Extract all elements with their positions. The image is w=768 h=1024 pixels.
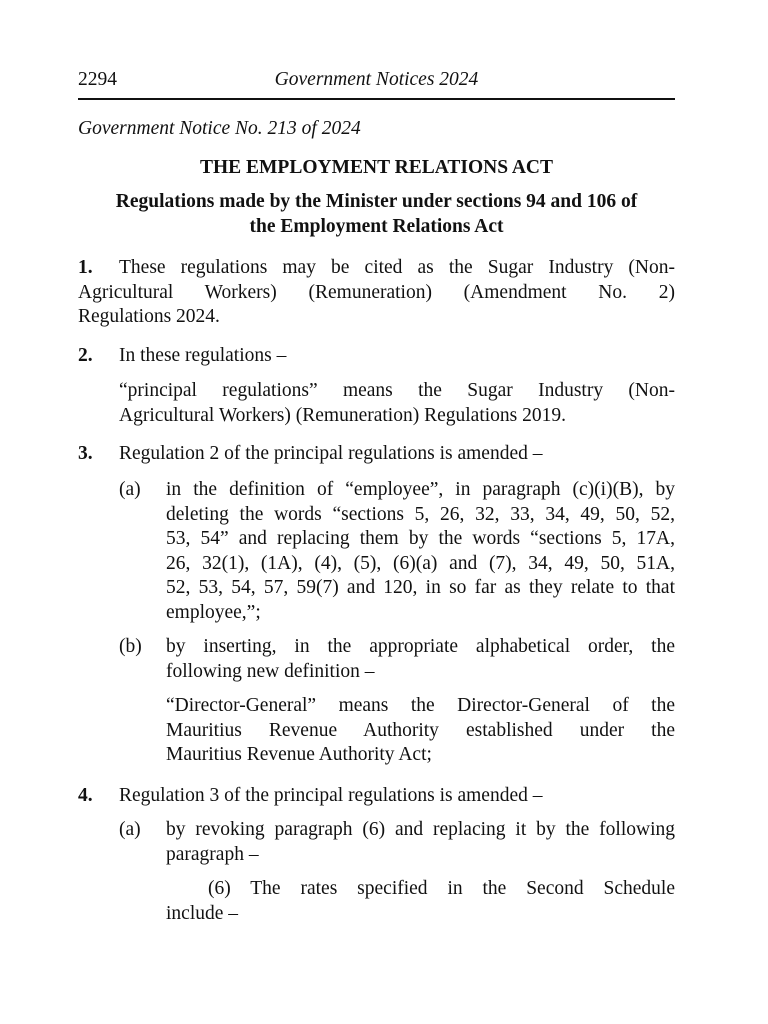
paragraph-line: employee,”; [166, 601, 261, 623]
paragraph-b [166, 635, 675, 684]
paragraph-line: by revoking paragraph (6) and replacing it by the following [166, 819, 675, 840]
definition-line: Mauritius Revenue Authority Act; [166, 744, 432, 765]
section-line: Agricultural Workers) (Remuneration) (Amendment No. 2) [78, 281, 675, 303]
notice-number: Government Notice No. 213 of 2024 [78, 118, 361, 139]
section-text: In these regulations – [119, 345, 287, 366]
section-text: Regulation 2 of the principal regulations is amended – [119, 443, 543, 464]
section-number: 2. [78, 345, 93, 366]
running-title: Government Notices 2024 [274, 69, 479, 90]
paragraph-line: in the definition of “employee”, in paragraph (c)(i)(B), by [166, 479, 675, 500]
definition-line: Agricultural Workers) (Remuneration) Regulations 2019. [119, 404, 567, 426]
definition-line: “principal regulations” means the Sugar Industry (Non- [119, 380, 675, 401]
act-title: THE EMPLOYMENT RELATIONS ACT [199, 157, 554, 178]
regulations-subtitle [78, 190, 675, 239]
paragraph-line: by inserting, in the appropriate alphabetical order, the [166, 636, 675, 657]
paragraph-a [166, 818, 675, 867]
sub-paragraph [166, 877, 675, 926]
paragraph-line: 52, 53, 54, 57, 59(7) and 120, in so far as they relate to that [166, 577, 675, 598]
sub-paragraph-line: (6) The rates specified in the Second Schedule [208, 878, 675, 899]
definition [119, 379, 675, 428]
section-number: 4. [78, 785, 93, 806]
section-text: Regulation 3 of the principal regulations is amended – [119, 785, 543, 806]
section-number: 1. [78, 257, 93, 278]
definition [166, 694, 675, 768]
section-line: Regulations 2024. [78, 306, 220, 327]
paragraph-line: 26, 32(1), (1A), (4), (5), (6)(a) and (7), 34, 49, 50, 51A, [166, 552, 675, 574]
paragraph-line: 53, 54” and replacing them by the words “sections 5, 17A, [166, 528, 675, 549]
paragraph-a [166, 478, 675, 625]
paragraph-label: (a) [119, 479, 141, 500]
section-number: 3. [78, 443, 93, 464]
section-text [78, 256, 675, 330]
page-header [78, 64, 675, 100]
page-number: 2294 [78, 69, 117, 90]
paragraph-line: deleting the words “sections 5, 26, 32, 33, 34, 49, 50, 52, [166, 503, 675, 525]
section-line: These regulations may be cited as the Sugar Industry (Non- [119, 257, 675, 278]
paragraph-label: (a) [119, 819, 141, 840]
definition-line: Mauritius Revenue Authority established under the [166, 719, 675, 741]
definition-line: “Director-General” means the Director-General of the [166, 695, 675, 716]
paragraph-label: (b) [119, 636, 142, 657]
paragraph-line: paragraph – [166, 843, 259, 865]
sub-paragraph-line: include – [166, 902, 239, 924]
subtitle-line-2: the Employment Relations Act [249, 215, 504, 237]
subtitle-line-1: Regulations made by the Minister under sections 94 and 106 of [115, 191, 638, 212]
paragraph-line: following new definition – [166, 660, 375, 682]
